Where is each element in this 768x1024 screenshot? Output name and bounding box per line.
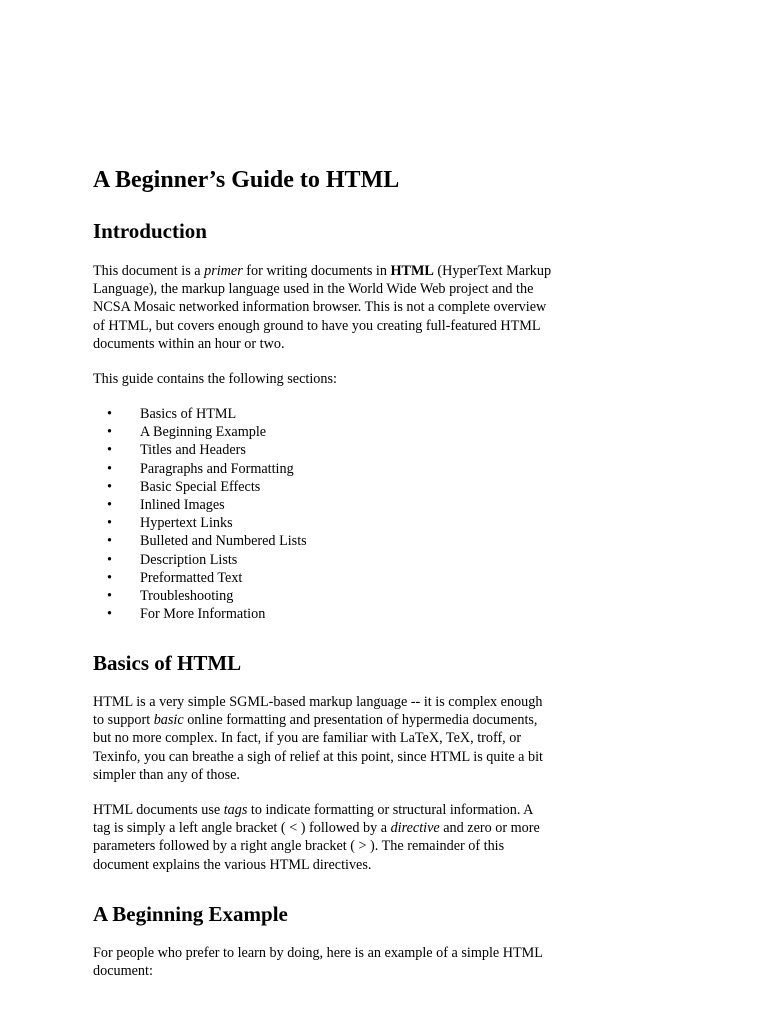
list-item-label: A Beginning Example: [140, 424, 267, 441]
bullet-icon: •: [107, 460, 112, 477]
list-item-label: Paragraphs and Formatting: [140, 460, 294, 477]
bullet-icon: •: [107, 515, 112, 532]
list-item: [93, 405, 307, 423]
introduction-paragraph: [93, 262, 605, 353]
bullet-icon: •: [107, 588, 112, 605]
document-title: A Beginner’s Guide to HTML: [93, 167, 400, 193]
bullet-icon: •: [107, 478, 112, 495]
list-item-label: Troubleshooting: [140, 588, 234, 605]
text-line: This document is a primer for writing documents in HTML (HyperText Markup: [93, 263, 552, 279]
list-item: [93, 587, 307, 605]
list-item: [93, 460, 307, 478]
bullet-icon: •: [107, 606, 112, 623]
list-item-label: Titles and Headers: [140, 442, 246, 459]
sections-intro: This guide contains the following sections:: [93, 371, 337, 387]
bullet-icon: •: [107, 533, 112, 550]
text-line: to support basic online formatting and presentation of hypermedia documents,: [93, 712, 538, 729]
list-item-label: Bulleted and Numbered Lists: [140, 533, 307, 550]
list-item: [93, 441, 307, 459]
text-line: of HTML, but covers enough ground to have you creating full-featured HTML: [93, 317, 541, 334]
list-item-label: Basic Special Effects: [140, 478, 261, 495]
list-item: [93, 423, 307, 441]
list-item: [93, 569, 307, 587]
list-item: [93, 605, 307, 623]
text-line: document explains the various HTML directives.: [93, 856, 372, 873]
text-line: NCSA Mosaic networked information browser. This is not a complete overview: [93, 299, 547, 316]
text-line: parameters followed by a right angle bracket ( > ). The remainder of this: [93, 838, 505, 855]
emphasis-directive: directive: [390, 820, 440, 837]
list-item: [93, 551, 307, 569]
list-item: [93, 496, 307, 514]
list-item-label: For More Information: [140, 606, 266, 623]
text-line: simpler than any of those.: [93, 766, 240, 783]
list-item-label: Basics of HTML: [140, 406, 237, 422]
basics-paragraph-2: [93, 801, 605, 874]
basics-heading: Basics of HTML: [93, 651, 242, 675]
bullet-icon: •: [107, 442, 112, 459]
emphasis-basic: basic: [153, 712, 184, 729]
text-line: documents within an hour or two.: [93, 335, 285, 352]
text-line: tag is simply a left angle bracket ( < ) followed by a directive and zero or more: [93, 820, 540, 837]
bullet-icon: •: [107, 497, 112, 514]
beginning-example-paragraph: [93, 944, 605, 980]
strong-html: HTML: [390, 263, 434, 279]
list-item: [93, 478, 307, 496]
list-item-label: Inlined Images: [140, 497, 225, 514]
text-line: Texinfo, you can breathe a sigh of relief at this point, since HTML is quite a bit: [93, 748, 543, 765]
list-item-label: Hypertext Links: [140, 515, 233, 532]
text-line: For people who prefer to learn by doing, here is an example of a simple HTML: [93, 945, 543, 961]
text-line: document:: [93, 963, 153, 980]
text-line: but no more complex. In fact, if you are familiar with LaTeX, TeX, troff, or: [93, 730, 522, 747]
bullet-icon: •: [107, 569, 112, 586]
text-line: HTML is a very simple SGML-based markup language -- it is complex enough: [93, 694, 543, 710]
list-item-label: Description Lists: [140, 551, 238, 568]
basics-paragraph-1: [93, 693, 605, 784]
text-line: Language), the markup language used in the World Wide Web project and the: [93, 281, 534, 298]
emphasis-tags: tags: [223, 802, 248, 818]
bullet-icon: •: [107, 424, 112, 441]
emphasis-primer: primer: [204, 263, 243, 279]
list-item-label: Preformatted Text: [140, 569, 243, 586]
sections-list: [93, 405, 307, 623]
bullet-icon: •: [107, 406, 112, 422]
introduction-heading: Introduction: [93, 219, 207, 243]
text-line: HTML documents use tags to indicate formatting or structural information. A: [93, 802, 534, 818]
list-item: [93, 514, 307, 532]
list-item: [93, 532, 307, 550]
beginning-example-heading: A Beginning Example: [93, 902, 288, 926]
bullet-icon: •: [107, 551, 112, 568]
